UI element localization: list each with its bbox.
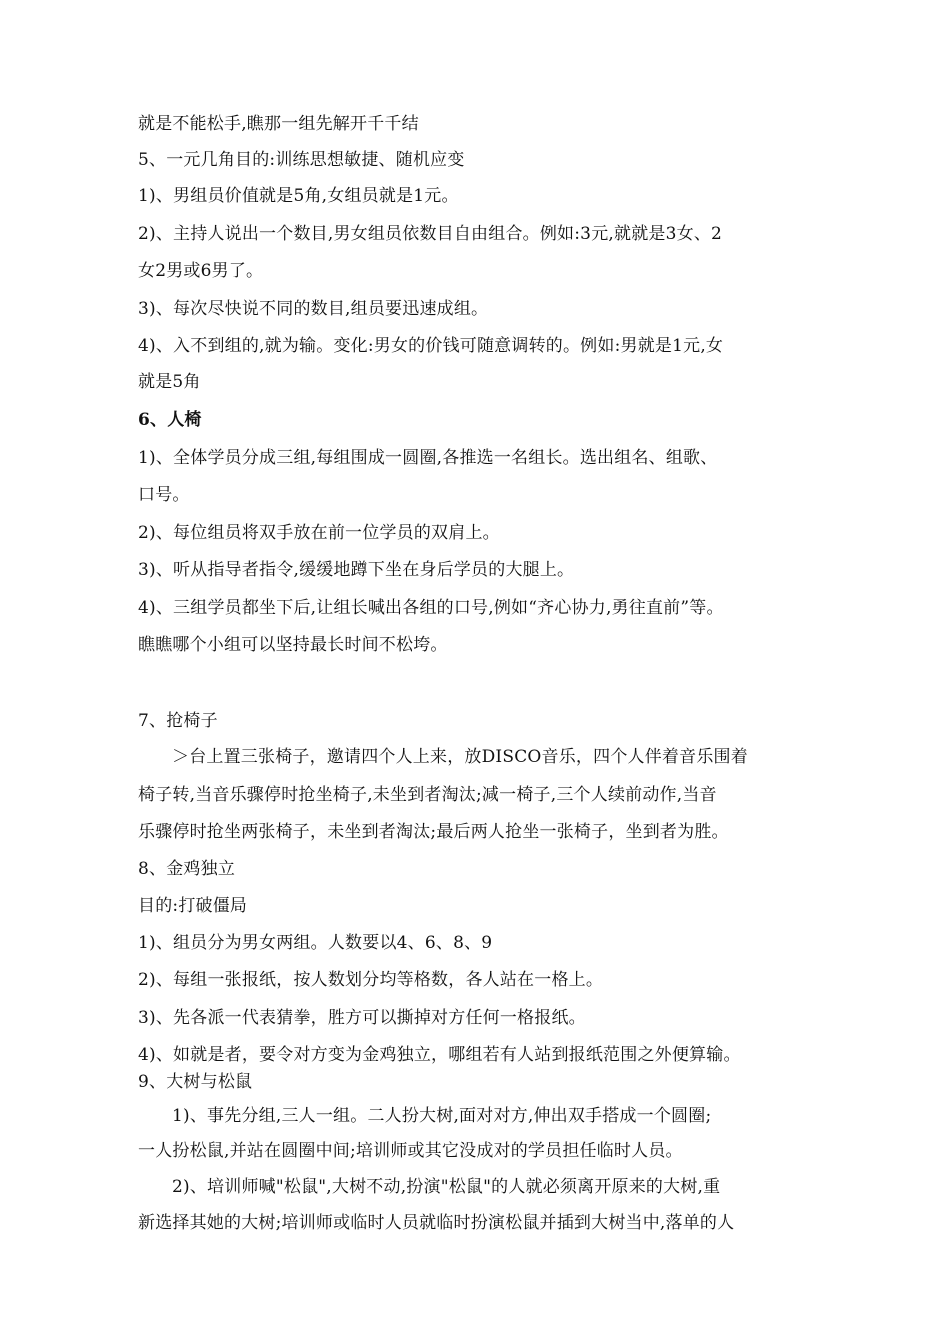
text-line: 一人扮松鼠,并站在圆圈中间;培训师或其它没成对的学员担任临时人员。 xyxy=(138,1141,683,1161)
text-line: 就是5角 xyxy=(138,372,201,392)
text-line: 1)、事先分组,三人一组。二人扮大树,面对对方,伸出双手搭成一个圆圈; xyxy=(172,1106,712,1126)
text-line: 2)、每组一张报纸，按人数划分均等格数，各人站在一格上。 xyxy=(138,970,604,990)
text-line: 2)、培训师喊"松鼠",大树不动,扮演"松鼠"的人就必须离开原来的大树,重 xyxy=(172,1177,721,1197)
text-line: 4)、入不到组的,就为输。变化:男女的价钱可随意调转的。例如:男就是1元,女 xyxy=(138,336,724,356)
section-heading: 6、人椅 xyxy=(138,410,202,430)
text-line: 3)、听从指导者指令,缓缓地蹲下坐在身后学员的大腿上。 xyxy=(138,560,575,580)
text-line: 4)、如就是者，要令对方变为金鸡独立，哪组若有人站到报纸范围之外便算输。 xyxy=(138,1045,741,1065)
text-line: 3)、先各派一代表猜拳，胜方可以撕掉对方任何一格报纸。 xyxy=(138,1008,586,1028)
section-heading: 8、金鸡独立 xyxy=(138,859,236,879)
text-line: 4)、三组学员都坐下后,让组长喊出各组的口号,例如“齐心协力,勇往直前”等。 xyxy=(138,598,724,618)
text-line: 女2男或6男了。 xyxy=(138,261,264,281)
section-heading: 9、大树与松鼠 xyxy=(138,1072,253,1092)
text-line: 目的:打破僵局 xyxy=(138,896,248,916)
text-line: 2)、主持人说出一个数目,男女组员依数目自由组合。例如:3元,就就是3女、2 xyxy=(138,224,723,244)
text-line: 1)、男组员价值就是5角,女组员就是1元。 xyxy=(138,186,459,206)
text-line: 就是不能松手,瞧那一组先解开千千结 xyxy=(138,114,419,134)
section-heading: 5、一元几角目的:训练思想敏捷、随机应变 xyxy=(138,150,465,170)
text-line: 椅子转,当音乐骤停时抢坐椅子,未坐到者淘汰;减一椅子,三个人续前动作,当音 xyxy=(138,785,717,805)
text-line: 3)、每次尽快说不同的数目,组员要迅速成组。 xyxy=(138,299,489,319)
text-line: ＞台上置三张椅子，邀请四个人上来，放DISCO音乐，四个人伴着音乐围着 xyxy=(172,747,748,767)
text-line: 瞧瞧哪个小组可以坚持最长时间不松垮。 xyxy=(138,635,448,655)
text-line: 口号。 xyxy=(138,485,190,505)
text-line: 1)、组员分为男女两组。人数要以4、6、8、9 xyxy=(138,933,493,953)
text-line: 1)、全体学员分成三组,每组围成一圆圈,各推选一名组长。选出组名、组歌、 xyxy=(138,448,718,468)
text-line: 2)、每位组员将双手放在前一位学员的双肩上。 xyxy=(138,523,500,543)
text-line: 新选择其她的大树;培训师或临时人员就临时扮演松鼠并插到大树当中,落单的人 xyxy=(138,1213,735,1233)
text-line: 乐骤停时抢坐两张椅子，未坐到者淘汰;最后两人抢坐一张椅子，坐到者为胜。 xyxy=(138,822,729,842)
section-heading: 7、抢椅子 xyxy=(138,711,218,731)
